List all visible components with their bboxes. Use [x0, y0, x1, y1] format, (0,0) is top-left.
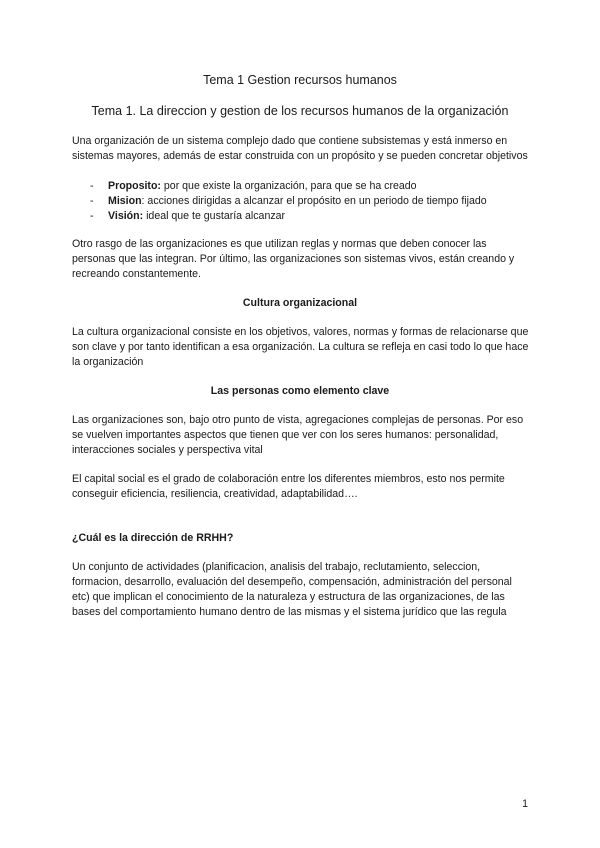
- document-subtitle: Tema 1. La direccion y gestion de los recursos humanos de la organización: [91, 104, 509, 118]
- page-number: 1: [522, 798, 528, 810]
- culture-paragraph: La cultura organizacional consiste en los objetivos, valores, normas y formas de relacionarse que son clave y por tanto identifican a esa organización. La cultura se refleja en casi todo lo que hace la organización: [72, 326, 529, 368]
- heading-people: Las personas como elemento clave: [210, 385, 390, 397]
- rrhh-paragraph: Un conjunto de actividades (planificacion, analisis del trabajo, reclutamiento, seleccion, formacion, desarrollo, evaluación del desempeño, compensación, administración del personal etc) que implican el conocimiento de la naturaleza y estructura de las organizaciones, de las bases del comportamiento humano dentro de las mismas y el sistema jurídico que las regula: [72, 561, 512, 618]
- bullet-text: ideal que te gustaría alcanzar: [143, 210, 286, 222]
- document-title: Tema 1 Gestion recursos humanos: [203, 73, 397, 87]
- heading-rrhh: ¿Cuál es la dirección de RRHH?: [72, 532, 234, 544]
- heading-culture: Cultura organizacional: [242, 297, 358, 309]
- bullet-marker: -: [90, 180, 94, 192]
- people-paragraph: Las organizaciones son, bajo otro punto de vista, agregaciones complejas de personas. Por eso se vuelven importantes aspectos que tienen que ver con los seres humanos: personalidad, interacciones sociales y perspectiva vital: [72, 414, 524, 456]
- bullet-term: Proposito:: [108, 180, 161, 192]
- bullet-text: por que existe la organización, para que se ha creado: [160, 180, 417, 192]
- bullet-text: : acciones dirigidas a alcanzar el propósito en un periodo de tiempo fijado: [141, 195, 487, 207]
- list-item: [72, 209, 542, 224]
- bullet-marker: -: [90, 195, 94, 207]
- bullet-term: Visión:: [108, 210, 144, 222]
- bullet-term: Mision: [108, 195, 142, 207]
- bullet-list: [72, 179, 542, 224]
- bullet-marker: -: [90, 210, 94, 222]
- intro-paragraph: Una organización de un sistema complejo dado que contiene subsistemas y está inmerso en sistemas mayores, además de estar construida con un propósito y se pueden concretar objetivos: [72, 135, 528, 162]
- social-capital-paragraph: El capital social es el grado de colaboración entre los diferentes miembros, esto nos permite conseguir eficiencia, resiliencia, creatividad, adaptabilidad….: [72, 473, 505, 500]
- list-item: [72, 194, 542, 209]
- rules-paragraph: Otro rasgo de las organizaciones es que utilizan reglas y normas que deben conocer las personas que las integran. Por último, las organizaciones son sistemas vivos, están creando y recreando constantemente.: [72, 238, 515, 280]
- list-item: [72, 179, 542, 194]
